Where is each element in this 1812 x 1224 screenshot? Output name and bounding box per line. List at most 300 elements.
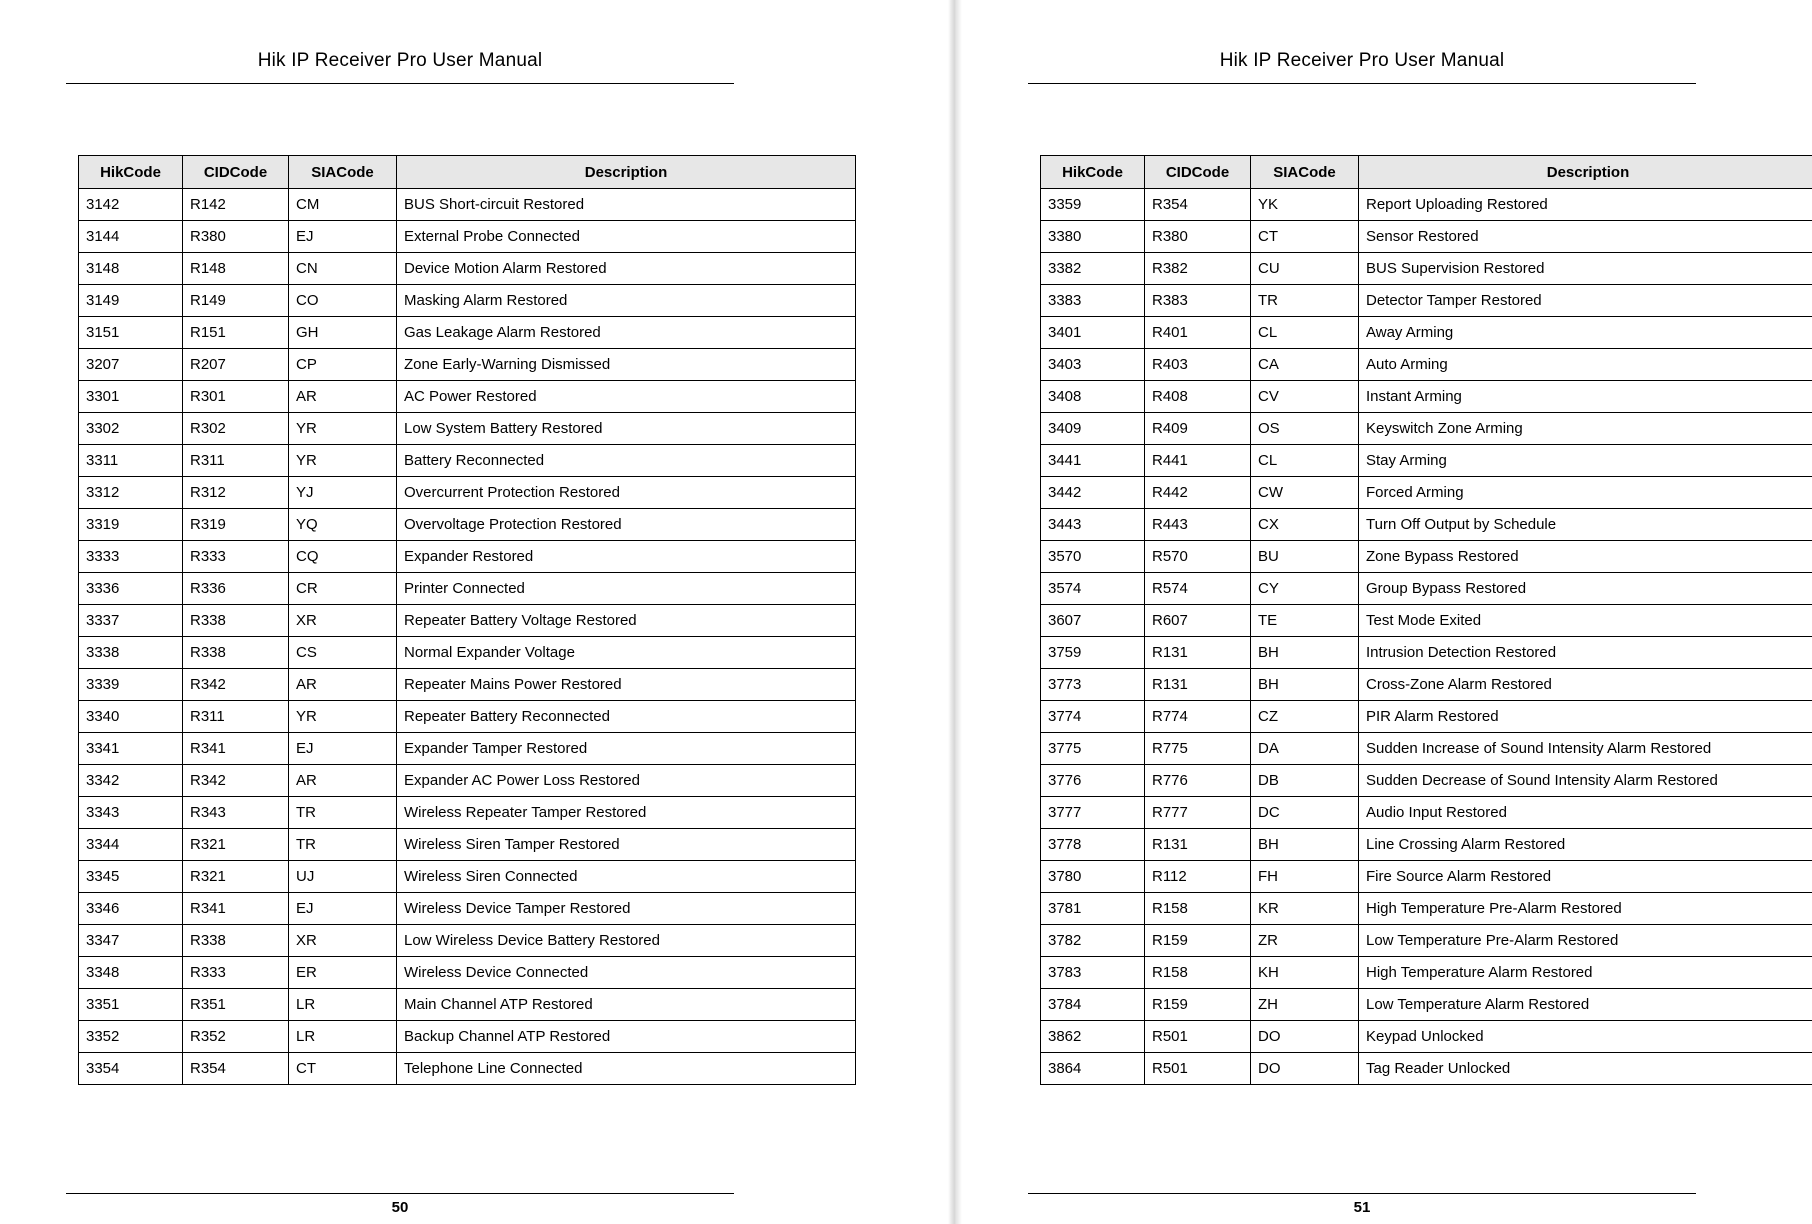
table-row [1041, 637, 1812, 669]
table-row [79, 1053, 856, 1085]
table-cell: 3345 [79, 861, 183, 893]
table-cell: Low Wireless Device Battery Restored [397, 925, 856, 957]
table-cell: 3142 [79, 189, 183, 221]
table-cell: R302 [183, 413, 289, 445]
table-cell: CW [1251, 477, 1359, 509]
table-cell: R333 [183, 957, 289, 989]
table-cell: YR [289, 445, 397, 477]
table-cell: Audio Input Restored [1359, 797, 1812, 829]
table-cell: R151 [183, 317, 289, 349]
table-cell: R501 [1145, 1053, 1251, 1085]
table-cell: ZH [1251, 989, 1359, 1021]
table-row [1041, 733, 1812, 765]
table-cell: R380 [183, 221, 289, 253]
table-cell: R343 [183, 797, 289, 829]
table-cell: 3776 [1041, 765, 1145, 797]
table-row [79, 573, 856, 605]
table-cell: LR [289, 989, 397, 1021]
table-cell: Away Arming [1359, 317, 1812, 349]
table-cell: 3333 [79, 541, 183, 573]
table-row [79, 381, 856, 413]
table-row [1041, 1053, 1812, 1085]
table-cell: R443 [1145, 509, 1251, 541]
table-cell: Instant Arming [1359, 381, 1812, 413]
table-row [79, 477, 856, 509]
table-cell: 3343 [79, 797, 183, 829]
table-cell: 3442 [1041, 477, 1145, 509]
table-cell: DB [1251, 765, 1359, 797]
table-cell: 3354 [79, 1053, 183, 1085]
table-row [79, 797, 856, 829]
table-row [79, 317, 856, 349]
table-cell: 3403 [1041, 349, 1145, 381]
table-cell: R408 [1145, 381, 1251, 413]
table-cell: Forced Arming [1359, 477, 1812, 509]
table-cell: FH [1251, 861, 1359, 893]
table-cell: DC [1251, 797, 1359, 829]
page-title: Hik IP Receiver Pro User Manual [257, 50, 543, 71]
table-cell: R777 [1145, 797, 1251, 829]
table-cell: 3352 [79, 1021, 183, 1053]
page-footer [1028, 1193, 1696, 1216]
table-row [79, 829, 856, 861]
table-cell: Overvoltage Protection Restored [397, 509, 856, 541]
table-cell: Zone Bypass Restored [1359, 541, 1812, 573]
table-cell: DO [1251, 1021, 1359, 1053]
table-row [79, 509, 856, 541]
table-cell: CZ [1251, 701, 1359, 733]
table-cell: R112 [1145, 861, 1251, 893]
table-cell: 3773 [1041, 669, 1145, 701]
table-cell: DA [1251, 733, 1359, 765]
page-header [1028, 50, 1696, 84]
table-cell: R131 [1145, 829, 1251, 861]
table-cell: R142 [183, 189, 289, 221]
table-cell: 3302 [79, 413, 183, 445]
table-row [1041, 541, 1812, 573]
table-cell: 3311 [79, 445, 183, 477]
table-header-row [79, 156, 856, 189]
table-cell: 3408 [1041, 381, 1145, 413]
table-row [1041, 1021, 1812, 1053]
table-row [1041, 573, 1812, 605]
table-cell: 3759 [1041, 637, 1145, 669]
table-cell: R301 [183, 381, 289, 413]
table-cell: Test Mode Exited [1359, 605, 1812, 637]
table-cell: 3341 [79, 733, 183, 765]
table-cell: CO [289, 285, 397, 317]
table-cell: R207 [183, 349, 289, 381]
table-cell: 3441 [1041, 445, 1145, 477]
table-cell: 3574 [1041, 573, 1145, 605]
table-cell: 3351 [79, 989, 183, 1021]
table-cell: KH [1251, 957, 1359, 989]
table-row [79, 989, 856, 1021]
table-cell: AC Power Restored [397, 381, 856, 413]
table-row [1041, 797, 1812, 829]
table-cell: YR [289, 413, 397, 445]
table-cell: 3774 [1041, 701, 1145, 733]
column-header: HikCode [1041, 156, 1145, 189]
table-cell: 3337 [79, 605, 183, 637]
table-cell: R380 [1145, 221, 1251, 253]
table-row [1041, 477, 1812, 509]
table-cell: R354 [183, 1053, 289, 1085]
table-row [79, 893, 856, 925]
table-cell: Sudden Decrease of Sound Intensity Alarm Restored [1359, 765, 1812, 797]
table-row [1041, 765, 1812, 797]
table-cell: 3864 [1041, 1053, 1145, 1085]
table-cell: R338 [183, 925, 289, 957]
table-cell: 3607 [1041, 605, 1145, 637]
table-cell: R403 [1145, 349, 1251, 381]
table-cell: R312 [183, 477, 289, 509]
table-cell: 3778 [1041, 829, 1145, 861]
table-cell: Normal Expander Voltage [397, 637, 856, 669]
table-cell: Keyswitch Zone Arming [1359, 413, 1812, 445]
table-cell: CV [1251, 381, 1359, 413]
table-row [1041, 349, 1812, 381]
table-cell: External Probe Connected [397, 221, 856, 253]
table-cell: Sudden Increase of Sound Intensity Alarm Restored [1359, 733, 1812, 765]
table-row [79, 189, 856, 221]
table-cell: Expander Tamper Restored [397, 733, 856, 765]
table-row [1041, 957, 1812, 989]
table-cell: CU [1251, 253, 1359, 285]
table-cell: EJ [289, 893, 397, 925]
table-cell: 3301 [79, 381, 183, 413]
table-cell: Gas Leakage Alarm Restored [397, 317, 856, 349]
table-cell: 3570 [1041, 541, 1145, 573]
table-cell: BH [1251, 829, 1359, 861]
table-cell: CS [289, 637, 397, 669]
table-cell: TR [1251, 285, 1359, 317]
table-row [79, 413, 856, 445]
table-cell: TE [1251, 605, 1359, 637]
table-cell: R352 [183, 1021, 289, 1053]
table-cell: R159 [1145, 925, 1251, 957]
table-cell: Auto Arming [1359, 349, 1812, 381]
table-cell: R131 [1145, 637, 1251, 669]
table-cell: R158 [1145, 957, 1251, 989]
table-cell: 3401 [1041, 317, 1145, 349]
page-number: 51 [1353, 1199, 1371, 1216]
table-cell: 3777 [1041, 797, 1145, 829]
table-row [79, 861, 856, 893]
table-cell: 3783 [1041, 957, 1145, 989]
table-cell: Wireless Siren Connected [397, 861, 856, 893]
table-cell: 3148 [79, 253, 183, 285]
table-cell: EJ [289, 733, 397, 765]
table-cell: Printer Connected [397, 573, 856, 605]
table-row [1041, 253, 1812, 285]
table-cell: 3782 [1041, 925, 1145, 957]
table-cell: CT [1251, 221, 1359, 253]
table-cell: R159 [1145, 989, 1251, 1021]
column-header: SIACode [1251, 156, 1359, 189]
table-cell: Wireless Device Tamper Restored [397, 893, 856, 925]
table-cell: PIR Alarm Restored [1359, 701, 1812, 733]
table-row [1041, 669, 1812, 701]
table-cell: Wireless Repeater Tamper Restored [397, 797, 856, 829]
table-cell: KR [1251, 893, 1359, 925]
table-cell: Intrusion Detection Restored [1359, 637, 1812, 669]
table-row [1041, 381, 1812, 413]
table-cell: YK [1251, 189, 1359, 221]
page-footer [66, 1193, 734, 1216]
page-51 [962, 0, 1812, 1224]
table-cell: R149 [183, 285, 289, 317]
table-cell: R441 [1145, 445, 1251, 477]
table-cell: Battery Reconnected [397, 445, 856, 477]
table-cell: R774 [1145, 701, 1251, 733]
table-cell: YR [289, 701, 397, 733]
table-cell: 3359 [1041, 189, 1145, 221]
table-cell: R351 [183, 989, 289, 1021]
table-cell: TR [289, 829, 397, 861]
table-cell: 3775 [1041, 733, 1145, 765]
table-cell: CT [289, 1053, 397, 1085]
column-header: SIACode [289, 156, 397, 189]
table-cell: R158 [1145, 893, 1251, 925]
table-cell: BH [1251, 669, 1359, 701]
table-cell: R501 [1145, 1021, 1251, 1053]
table-cell: 3144 [79, 221, 183, 253]
table-cell: CP [289, 349, 397, 381]
table-cell: DO [1251, 1053, 1359, 1085]
table-cell: AR [289, 669, 397, 701]
table-cell: Report Uploading Restored [1359, 189, 1812, 221]
table-cell: 3862 [1041, 1021, 1145, 1053]
table-row [1041, 861, 1812, 893]
table-cell: Device Motion Alarm Restored [397, 253, 856, 285]
table-cell: CL [1251, 445, 1359, 477]
table-cell: R148 [183, 253, 289, 285]
table-cell: Line Crossing Alarm Restored [1359, 829, 1812, 861]
table-cell: 3382 [1041, 253, 1145, 285]
table-cell: TR [289, 797, 397, 829]
table-cell: ZR [1251, 925, 1359, 957]
table-cell: YJ [289, 477, 397, 509]
table-cell: Repeater Mains Power Restored [397, 669, 856, 701]
table-cell: Tag Reader Unlocked [1359, 1053, 1812, 1085]
table-cell: Stay Arming [1359, 445, 1812, 477]
table-cell: Turn Off Output by Schedule [1359, 509, 1812, 541]
table-cell: Backup Channel ATP Restored [397, 1021, 856, 1053]
table-row [79, 349, 856, 381]
table-cell: LR [289, 1021, 397, 1053]
table-cell: 3151 [79, 317, 183, 349]
table-cell: 3207 [79, 349, 183, 381]
table-cell: 3383 [1041, 285, 1145, 317]
table-cell: 3149 [79, 285, 183, 317]
table-row [1041, 893, 1812, 925]
table-row [79, 253, 856, 285]
table-cell: R409 [1145, 413, 1251, 445]
table-cell: 3409 [1041, 413, 1145, 445]
event-code-table [1040, 155, 1812, 1085]
table-row [1041, 829, 1812, 861]
table-row [1041, 925, 1812, 957]
column-header: CIDCode [183, 156, 289, 189]
table-cell: Wireless Siren Tamper Restored [397, 829, 856, 861]
table-cell: R775 [1145, 733, 1251, 765]
table-cell: R574 [1145, 573, 1251, 605]
table-cell: R570 [1145, 541, 1251, 573]
table-header-row [1041, 156, 1812, 189]
table-row [1041, 701, 1812, 733]
table-cell: UJ [289, 861, 397, 893]
table-cell: R333 [183, 541, 289, 573]
table-row [79, 765, 856, 797]
table-row [1041, 413, 1812, 445]
column-header: CIDCode [1145, 156, 1251, 189]
table-row [79, 637, 856, 669]
table-cell: YQ [289, 509, 397, 541]
table-cell: Main Channel ATP Restored [397, 989, 856, 1021]
table-cell: EJ [289, 221, 397, 253]
page-title: Hik IP Receiver Pro User Manual [1219, 50, 1505, 71]
table-cell: Masking Alarm Restored [397, 285, 856, 317]
table-cell: 3443 [1041, 509, 1145, 541]
event-code-table [78, 155, 856, 1085]
table-row [1041, 317, 1812, 349]
table-cell: R382 [1145, 253, 1251, 285]
table-row [1041, 221, 1812, 253]
page-header [66, 50, 734, 84]
table-cell: R319 [183, 509, 289, 541]
table-row [79, 669, 856, 701]
table-cell: CA [1251, 349, 1359, 381]
table-cell: Telephone Line Connected [397, 1053, 856, 1085]
table-row [79, 733, 856, 765]
table-cell: R336 [183, 573, 289, 605]
table-cell: 3338 [79, 637, 183, 669]
table-cell: XR [289, 925, 397, 957]
table-cell: CX [1251, 509, 1359, 541]
column-header: HikCode [79, 156, 183, 189]
table-cell: BUS Supervision Restored [1359, 253, 1812, 285]
table-cell: 3340 [79, 701, 183, 733]
table-cell: 3784 [1041, 989, 1145, 1021]
table-row [1041, 605, 1812, 637]
table-row [79, 445, 856, 477]
table-cell: Repeater Battery Reconnected [397, 701, 856, 733]
table-cell: 3312 [79, 477, 183, 509]
table-row [1041, 989, 1812, 1021]
table-cell: R442 [1145, 477, 1251, 509]
page-gutter [948, 0, 962, 1224]
table-cell: R342 [183, 669, 289, 701]
table-cell: R311 [183, 701, 289, 733]
table-cell: R338 [183, 605, 289, 637]
table-cell: 3346 [79, 893, 183, 925]
table-cell: 3344 [79, 829, 183, 861]
table-cell: R354 [1145, 189, 1251, 221]
table-cell: Keypad Unlocked [1359, 1021, 1812, 1053]
table-cell: GH [289, 317, 397, 349]
table-cell: R311 [183, 445, 289, 477]
table-cell: R342 [183, 765, 289, 797]
table-cell: Low Temperature Alarm Restored [1359, 989, 1812, 1021]
table-cell: Sensor Restored [1359, 221, 1812, 253]
table-cell: R321 [183, 861, 289, 893]
column-header: Description [397, 156, 856, 189]
table-cell: CY [1251, 573, 1359, 605]
table-cell: CM [289, 189, 397, 221]
table-cell: R131 [1145, 669, 1251, 701]
table-cell: BU [1251, 541, 1359, 573]
table-cell: R321 [183, 829, 289, 861]
table-cell: XR [289, 605, 397, 637]
table-cell: Repeater Battery Voltage Restored [397, 605, 856, 637]
table-cell: CQ [289, 541, 397, 573]
table-row [79, 221, 856, 253]
table-cell: CR [289, 573, 397, 605]
table-cell: 3339 [79, 669, 183, 701]
table-cell: Expander AC Power Loss Restored [397, 765, 856, 797]
table-cell: 3347 [79, 925, 183, 957]
table-cell: R383 [1145, 285, 1251, 317]
table-row [79, 1021, 856, 1053]
table-cell: Low Temperature Pre-Alarm Restored [1359, 925, 1812, 957]
table-cell: Wireless Device Connected [397, 957, 856, 989]
table-cell: OS [1251, 413, 1359, 445]
table-cell: 3348 [79, 957, 183, 989]
table-cell: High Temperature Pre-Alarm Restored [1359, 893, 1812, 925]
table-cell: Cross-Zone Alarm Restored [1359, 669, 1812, 701]
table-cell: R341 [183, 893, 289, 925]
table-row [1041, 509, 1812, 541]
table-cell: Detector Tamper Restored [1359, 285, 1812, 317]
table-cell: High Temperature Alarm Restored [1359, 957, 1812, 989]
table-cell: 3780 [1041, 861, 1145, 893]
table-cell: CN [289, 253, 397, 285]
table-cell: R776 [1145, 765, 1251, 797]
table-row [79, 541, 856, 573]
table-row [1041, 445, 1812, 477]
column-header: Description [1359, 156, 1812, 189]
table-cell: Overcurrent Protection Restored [397, 477, 856, 509]
table-cell: Zone Early-Warning Dismissed [397, 349, 856, 381]
table-cell: Low System Battery Restored [397, 413, 856, 445]
table-cell: 3380 [1041, 221, 1145, 253]
table-cell: AR [289, 381, 397, 413]
table-cell: AR [289, 765, 397, 797]
table-cell: BH [1251, 637, 1359, 669]
table-cell: R338 [183, 637, 289, 669]
table-row [79, 957, 856, 989]
table-cell: 3781 [1041, 893, 1145, 925]
table-cell: BUS Short-circuit Restored [397, 189, 856, 221]
table-cell: Expander Restored [397, 541, 856, 573]
table-row [1041, 189, 1812, 221]
table-cell: Group Bypass Restored [1359, 573, 1812, 605]
table-cell: R341 [183, 733, 289, 765]
table-cell: 3336 [79, 573, 183, 605]
table-cell: Fire Source Alarm Restored [1359, 861, 1812, 893]
table-cell: R607 [1145, 605, 1251, 637]
table-cell: 3319 [79, 509, 183, 541]
table-row [79, 285, 856, 317]
table-cell: R401 [1145, 317, 1251, 349]
table-cell: ER [289, 957, 397, 989]
table-row [79, 925, 856, 957]
page-number: 50 [391, 1199, 409, 1216]
table-row [1041, 285, 1812, 317]
table-row [79, 605, 856, 637]
table-cell: 3342 [79, 765, 183, 797]
